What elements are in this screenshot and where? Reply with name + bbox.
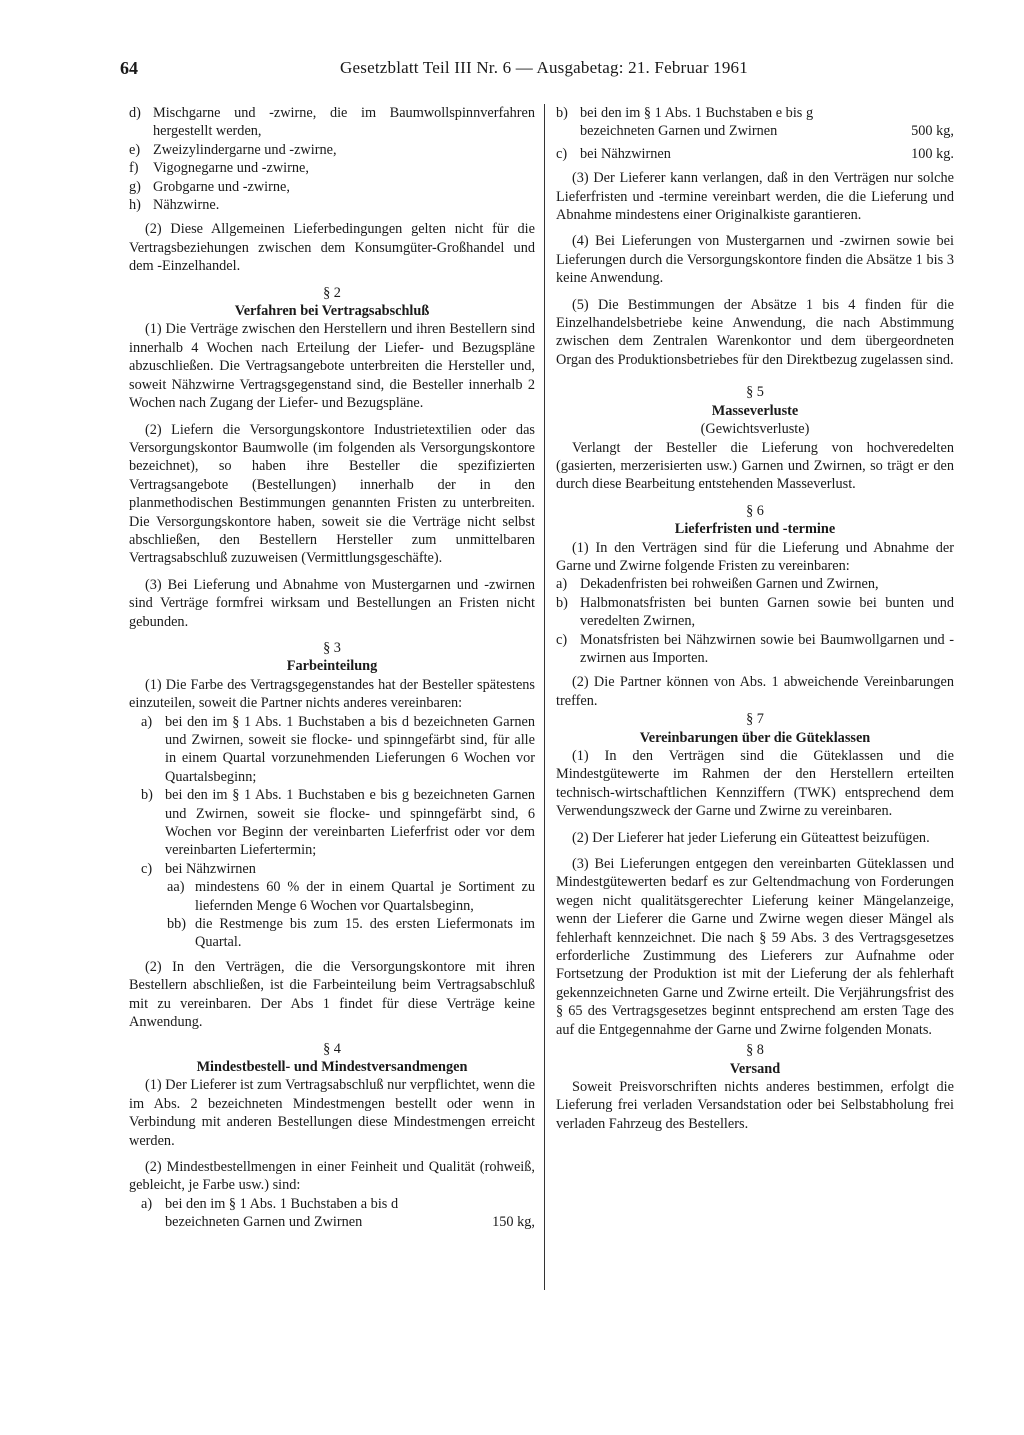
section-number: § 3 <box>323 639 341 656</box>
section-number: § 2 <box>323 284 341 301</box>
section-title: Verfahren bei Vertragsabschluß <box>234 303 430 320</box>
gazette-title: Gesetzblatt Teil III Nr. 6 — Ausgabetag: 21. Februar 1961 <box>340 58 748 77</box>
section-title: Farbeinteilung <box>286 658 378 675</box>
quantity-item: b) bei den im § 1 Abs. 1 Buchstaben e bis g bezeichneten Garnen und Zwirnen 500 kg, <box>556 105 954 140</box>
paragraph: Verlangt der Besteller die Lieferung von hochveredelten (gasierten, merzerisierten usw.) Garnen und Zwirnen, so trägt er den durch diese Bearbeitung entstehenden Masseverlust. <box>556 439 954 493</box>
material-list <box>129 104 535 214</box>
section-number: § 7 <box>746 711 764 728</box>
paragraph: (2) In den Verträgen, die die Versorgungskontore mit ihren Bestellern abschließen, ist die Farbeinteilung beim Vertragsabschluß mit zu vereinbaren. Der Abs 1 findet für diese Verträge keine Anwendung. <box>129 958 535 1031</box>
section-number: § 4 <box>323 1040 341 1057</box>
paragraph: (1) Der Lieferer ist zum Vertragsabschluß nur verpflichtet, wenn die im Abs. 2 bezeichneten Mindestmengen bestellt oder wenn in Verbindung mit anderen Bestellungen diese Mindestmengen erreicht werden. <box>129 1077 535 1149</box>
list-item: f) Vigognegarne und -zwirne, <box>129 160 309 177</box>
quantity-item: c) bei Nähzwirnen 100 kg. <box>556 145 954 162</box>
paragraph: (2) Liefern die Versorgungskontore Industrietextilien oder das Versorgungskontor Baumwolle (im folgenden als Versorgungskontore bezeichnet), so haben ihre Besteller die spezifizierten Vertragsangebote (Bestellungen) innerhalb der in den planmethodischen Bestimmungen genannten Fristen zu unterbreiten. Die Versorgungskontore haben, soweit sie die Verträge nicht selbst abschließen, den Bestellern Hersteller zum unmittelbaren Vertragsabschluß zuzuweisen (Vermittlungsgeschäfte). <box>129 421 535 567</box>
list-item: aa) mindestens 60 % der in einem Quartal je Sortiment zu liefernden Menge 6 Wochen vor Quartalsbeginn, <box>167 879 535 914</box>
section-title: Lieferfristen und -termine <box>674 521 836 538</box>
right-column <box>556 104 954 1141</box>
paragraph: (2) Mindestbestellmengen in einer Feinheit und Qualität (rohweiß, gebleicht, je Farbe usw.) sind: <box>129 1158 535 1194</box>
quantity-value: 500 kg, <box>911 123 954 140</box>
list-item: c) Monatsfristen bei Nähzwirnen sowie bei Baumwollgarnen und -zwirnen aus Importen. <box>556 631 954 666</box>
list-item: g) Grobgarne und -zwirne, <box>129 178 290 195</box>
section-title: Masseverluste <box>711 402 799 419</box>
section-subtitle: (Gewichtsverluste) <box>700 421 810 438</box>
list-item: a) Dekadenfristen bei rohweißen Garnen und Zwirnen, <box>556 576 879 593</box>
paragraph: (3) Bei Lieferung und Abnahme von Mustergarnen und -zwirnen sind Verträge formfrei wirksam und Bestellungen an Fristen nicht gebunden. <box>129 576 535 630</box>
section-title: Mindestbestell- und Mindestversandmengen <box>196 1058 468 1075</box>
list-item: h) Nähzwirne. <box>129 197 220 214</box>
quantity-value: 100 kg. <box>911 145 954 162</box>
list-item: bb) die Restmenge bis zum 15. des ersten Liefermonats im Quartal. <box>167 916 535 951</box>
left-column <box>129 104 535 1232</box>
paragraph: (3) Der Lieferer kann verlangen, daß in den Verträgen nur solche Lieferfristen und -termine vereinbart werden, die die Lieferung und Abnahme mindestens einer Originalkiste garantieren. <box>556 170 954 224</box>
list-item: a) bei den im § 1 Abs. 1 Buchstaben a bis d bezeichneten Garnen und Zwirnen, soweit sie flocke- und spinngefärbt sind, für alle in einem Quartal vorzunehmenden Lieferungen 6 Wochen vor Quartalsbeginn; <box>141 713 535 785</box>
paragraph: (4) Bei Lieferungen von Mustergarnen und -zwirnen sowie bei Lieferungen durch die Versorgungskontore finden die Absätze 1 bis 3 keine Anwendung. <box>556 233 954 287</box>
list-item: c) bei Nähzwirnen <box>141 860 256 877</box>
paragraph: Soweit Preisvorschriften nichts anderes bestimmen, erfolgt die Lieferung frei verladen Versandstation oder bei Selbstabholung frei verladen Fahrzeug des Bestellers. <box>556 1078 954 1132</box>
paragraph: (3) Bei Lieferungen entgegen den vereinbarten Güteklassen und Mindestgütewerten bedarf es zur Geltendmachung von Forderungen wegen nicht qualitätsgerechter Lieferung keiner Mängelanzeige, wenn der Lieferer die Garne und Zwirne wegen dieser Mängel als fehlerhaft kennzeichnet. Die nach § 59 Abs. 3 des Vertragsgesetzes erforderliche Zustimmung des Lieferers zur Aufnahme oder Fortsetzung der Produktion ist mit der Lieferung der als fehlerhaft gekennzeichneten Garne und Zwirne erteilt. Die Verjährungsfrist des § 65 des Vertragsgesetzes beginnt entsprechend am ersten Tage des auf die Entgegennahme der Garne und Zwirne folgenden Monats. <box>556 856 954 1038</box>
section-number: § 5 <box>746 384 764 401</box>
column-divider <box>544 104 545 1290</box>
page-number: 64 <box>120 58 138 78</box>
list-item: d) Mischgarne und -zwirne, die im Baumwollspinnverfahren hergestellt werden, <box>129 105 535 140</box>
page-header <box>120 58 968 84</box>
paragraph: (1) In den Verträgen sind für die Lieferung und Abnahme der Garne und Zwirne folgende Fristen zu vereinbaren: <box>556 539 954 574</box>
paragraph: (1) Die Farbe des Vertragsgegenstandes hat der Besteller spätestens einzuteilen, soweit die Partner nichts anderes vereinbaren: <box>129 676 535 712</box>
paragraph: (1) In den Verträgen sind die Güteklassen und die Mindestgütewerte im Rahmen der den Herstellern erteilten technisch-wirtschaftlichen Kennziffern (TWK) entsprechend dem Verwendungszweck der Garne und Zwirne zu vereinbaren. <box>556 748 954 820</box>
quantity-value: 150 kg, <box>492 1214 535 1231</box>
paragraph: (2) Die Partner können von Abs. 1 abweichende Vereinbarungen treffen. <box>556 674 954 709</box>
section-title: Versand <box>729 1060 781 1077</box>
list-item: b) bei den im § 1 Abs. 1 Buchstaben e bis g bezeichneten Garnen und Zwirnen, soweit sie flocke- und spinngefärbt sind, 6 Wochen vor Beginn der vereinbarten Lieferfrist oder vor dem vereinbarten Liefertermin; <box>141 787 535 859</box>
paragraph: (2) Diese Allgemeinen Lieferbedingungen gelten nicht für die Vertragsbeziehungen zwischen dem Konsumgüter-Großhandel und dem -Einzelhandel. <box>129 221 535 275</box>
quantity-item: a) bei den im § 1 Abs. 1 Buchstaben a bis d bezeichneten Garnen und Zwirnen 150 kg, <box>141 1195 535 1231</box>
list-item: e) Zweizylindergarne und -zwirne, <box>129 141 337 158</box>
paragraph: (5) Die Bestimmungen der Absätze 1 bis 4 finden für die Einzelhandelsbetriebe keine Anwendung, die nach Abstimmung zwischen dem Zentralen Warenkontor und dem übergeordneten Organ des Produktionsbetriebes für den Direktbezug zugelassen sind. <box>556 296 954 368</box>
paragraph: (1) Die Verträge zwischen den Herstellern und ihren Bestellern sind innerhalb 4 Wochen nach Erteilung der Liefer- und Bezugspläne abzuschließen. Die Vertragsangebote unterbreiten die Hersteller und, soweit Nähzwirne Vertragsgegenstand sind, die Besteller innerhalb 2 Wochen nach Zugang der Liefer- und Bezugspläne. <box>129 321 535 412</box>
section-number: § 8 <box>746 1042 764 1059</box>
list-item: b) Halbmonatsfristen bei bunten Garnen sowie bei bunten und veredelten Zwirnen, <box>556 594 954 630</box>
paragraph: (2) Der Lieferer hat jeder Lieferung ein Güteattest beizufügen. <box>572 829 930 846</box>
section-number: § 6 <box>746 502 764 519</box>
section-title: Vereinbarungen über die Güteklassen <box>639 729 871 746</box>
